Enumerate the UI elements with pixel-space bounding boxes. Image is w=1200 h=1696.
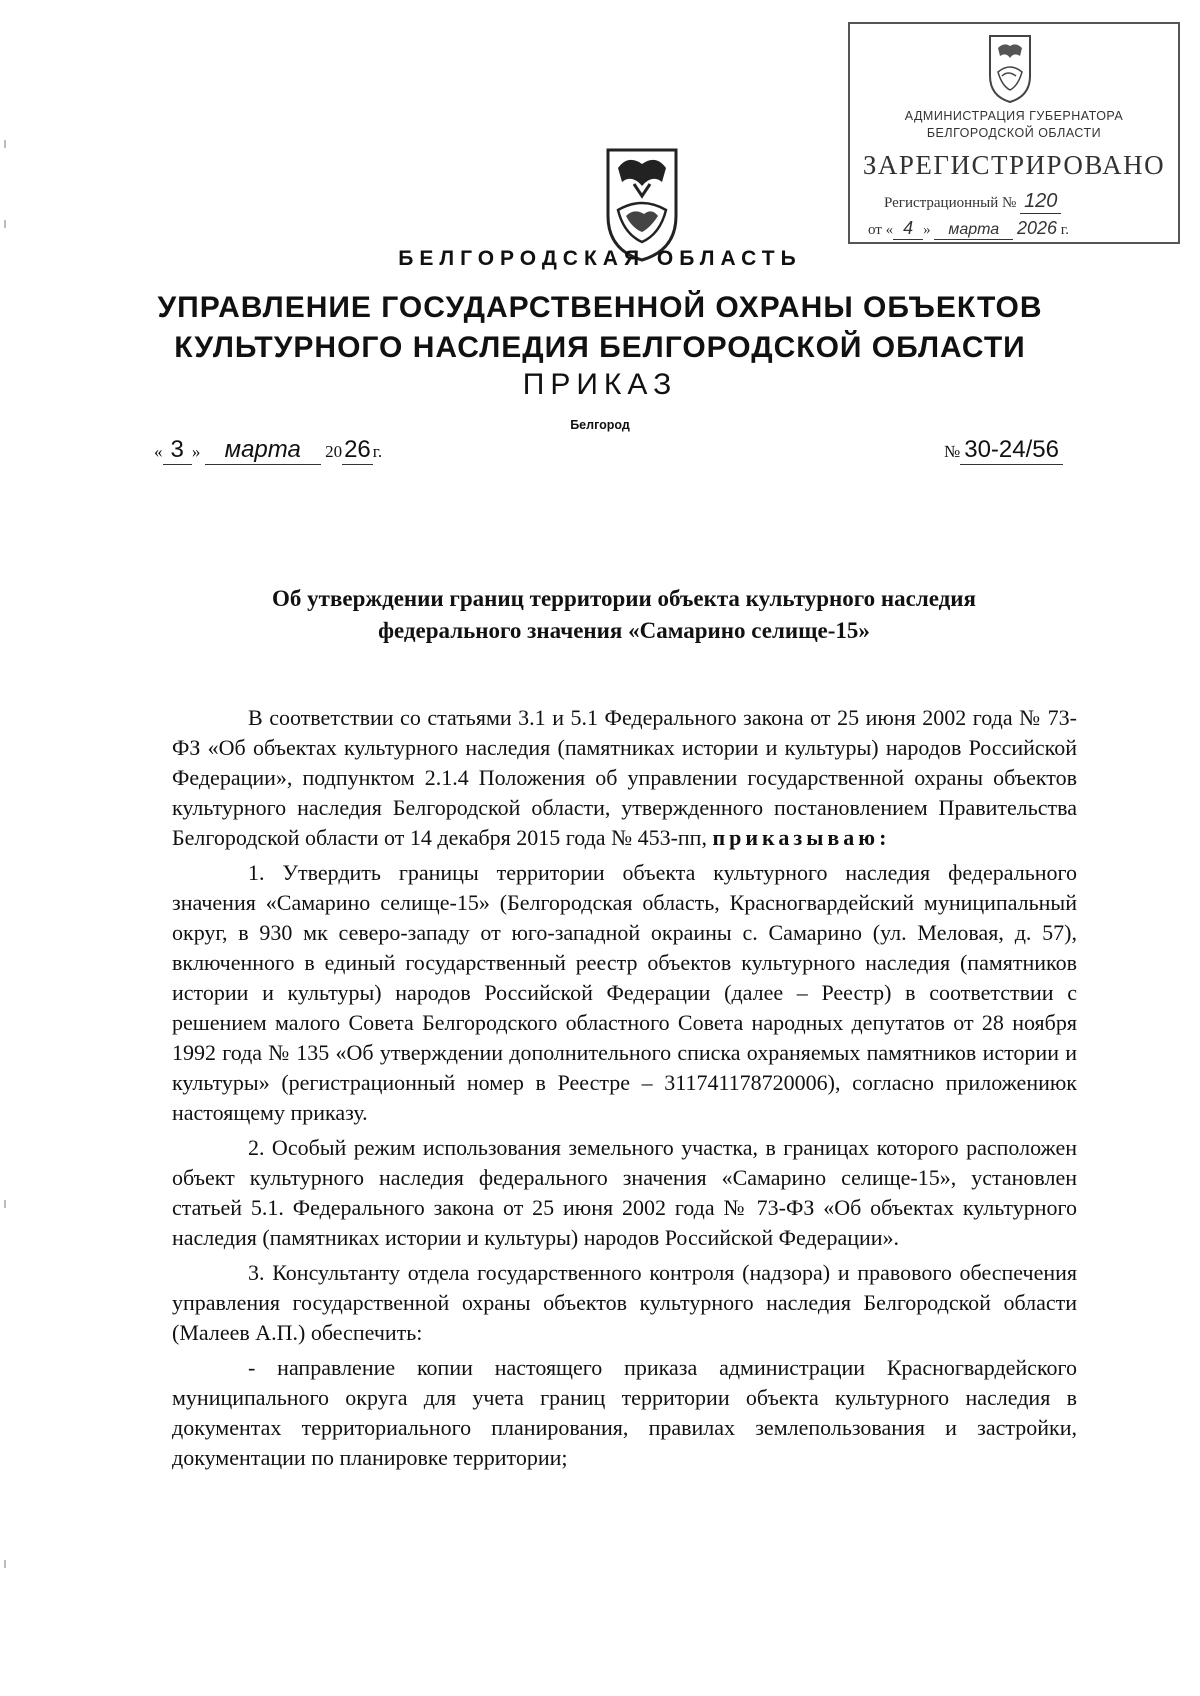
- order-year-suffix: г.: [372, 442, 383, 461]
- stamp-reg-number-line: [884, 190, 1172, 214]
- stamp-year: 2026: [1016, 218, 1057, 238]
- item-2: 2. Особый режим использования земельного участка, в границах которого расположен объект культурного наследия федерального значения «Самарино селище-15», установлен статьей 5.1. Федерального закона от 25 июня 2002 года № 73-ФЗ «Об объектах культурного наследия (памятниках истории и культуры) народов Российской Федерации».: [172, 1135, 1077, 1250]
- order-year: 26: [344, 436, 371, 463]
- stamp-org-line2: БЕЛГОРОДСКОЙ ОБЛАСТИ: [926, 126, 1102, 140]
- order-number-label: №: [944, 442, 961, 461]
- margin-mark: [4, 220, 6, 228]
- coat-of-arms-icon: [986, 32, 1034, 106]
- item-3-subitem-1: - направление копии настоящего приказа администрации Красногвардейского муниципального округа для учета границ территории объекта культурного наследия в документах территориального планирования, правилах землепользования и застройки, документации по планировке территории;: [172, 1355, 1077, 1470]
- stamp-organization: [850, 108, 1178, 142]
- stamp-day: 4: [893, 218, 923, 240]
- order-number-value: 30-24/56: [960, 436, 1063, 465]
- stamp-reg-number: 120: [1020, 190, 1061, 214]
- margin-mark: [4, 1200, 6, 1208]
- margin-mark: [4, 1560, 6, 1568]
- stamp-reg-label: Регистрационный №: [884, 195, 1017, 211]
- order-number: [944, 436, 1063, 465]
- intro-text: В соответствии со статьями 3.1 и 5.1 Федерального закона от 25 июня 2002 года № 73-ФЗ «Об объектах культурного наследия (памятниках истории и культуры) народов Российской Федерации», подпунктом 2.1.4 Положения об управлении государственной охраны объектов культурного наследия Белгородской области, утвержденного постановлением Правительства Белгородской области от 14 декабря 2015 года № 453-пп,: [172, 705, 1077, 850]
- order-word: приказываю:: [712, 825, 891, 850]
- registration-stamp: [848, 22, 1180, 244]
- order-day: 3: [163, 436, 192, 465]
- date-open-quote: «: [154, 442, 163, 461]
- order-month: марта: [205, 436, 321, 465]
- item-1: 1. Утвердить границы территории объекта культурного наследия федерального значения «Самарино селище-15» (Белгородская область, Красногвардейский муниципальный округ, в 930 мк северо-западу от юго-западной окраины с. Самарино (ул. Меловая, д. 57), включенного в единый государственный реестр объектов культурного наследия (памятников истории и культуры) народов Российской Федерации (далее – Реестр) в соответствии с решением малого Совета Белгородского областного Совета народных депутатов от 28 ноября 1992 года № 135 «Об утверждении дополнительного списка охраняемых памятников истории и культуры» (регистрационный номер в Реестре – 311741178720006), согласно приложениюк настоящему приказу.: [172, 860, 1077, 1125]
- order-subject: [170, 583, 1078, 647]
- intro-paragraph: [172, 703, 1077, 853]
- stamp-title: ЗАРЕГИСТРИРОВАНО: [862, 150, 1166, 180]
- subject-line2: федерального значения «Самарино селище-15»: [378, 618, 870, 643]
- order-body: [172, 703, 1077, 1478]
- department-line2: КУЛЬТУРНОГО НАСЛЕДИЯ БЕЛГОРОДСКОЙ ОБЛАСТИ: [174, 331, 1026, 364]
- stamp-date-line: [868, 218, 1172, 240]
- stamp-month: марта: [934, 221, 1013, 240]
- order-date: [154, 436, 382, 465]
- region-title: БЕЛГОРОДСКАЯ ОБЛАСТЬ: [398, 247, 802, 270]
- item-3: 3. Консультанту отдела государственного контроля (надзора) и правового обеспечения управления государственной охраны объектов культурного наследия Белгородской области (Малеев А.П.) обеспечить:: [172, 1260, 1077, 1345]
- stamp-org-line1: АДМИНИСТРАЦИЯ ГУБЕРНАТОРА: [904, 109, 1124, 123]
- city-name: Белгород: [570, 418, 630, 432]
- department-title: [0, 288, 1200, 368]
- date-close-quote: »: [191, 442, 201, 461]
- margin-mark: [4, 140, 6, 148]
- stamp-from-label: от «: [868, 222, 894, 238]
- subject-line1: Об утверждении границ территории объекта культурного наследия: [272, 586, 976, 611]
- order-year-prefix: 20: [325, 442, 343, 461]
- department-line1: УПРАВЛЕНИЕ ГОСУДАРСТВЕННОЙ ОХРАНЫ ОБЪЕКТОВ: [157, 291, 1043, 324]
- document-type: ПРИКАЗ: [522, 368, 678, 401]
- stamp-year-suffix: г.: [1060, 222, 1069, 238]
- stamp-day-close: »: [923, 222, 931, 238]
